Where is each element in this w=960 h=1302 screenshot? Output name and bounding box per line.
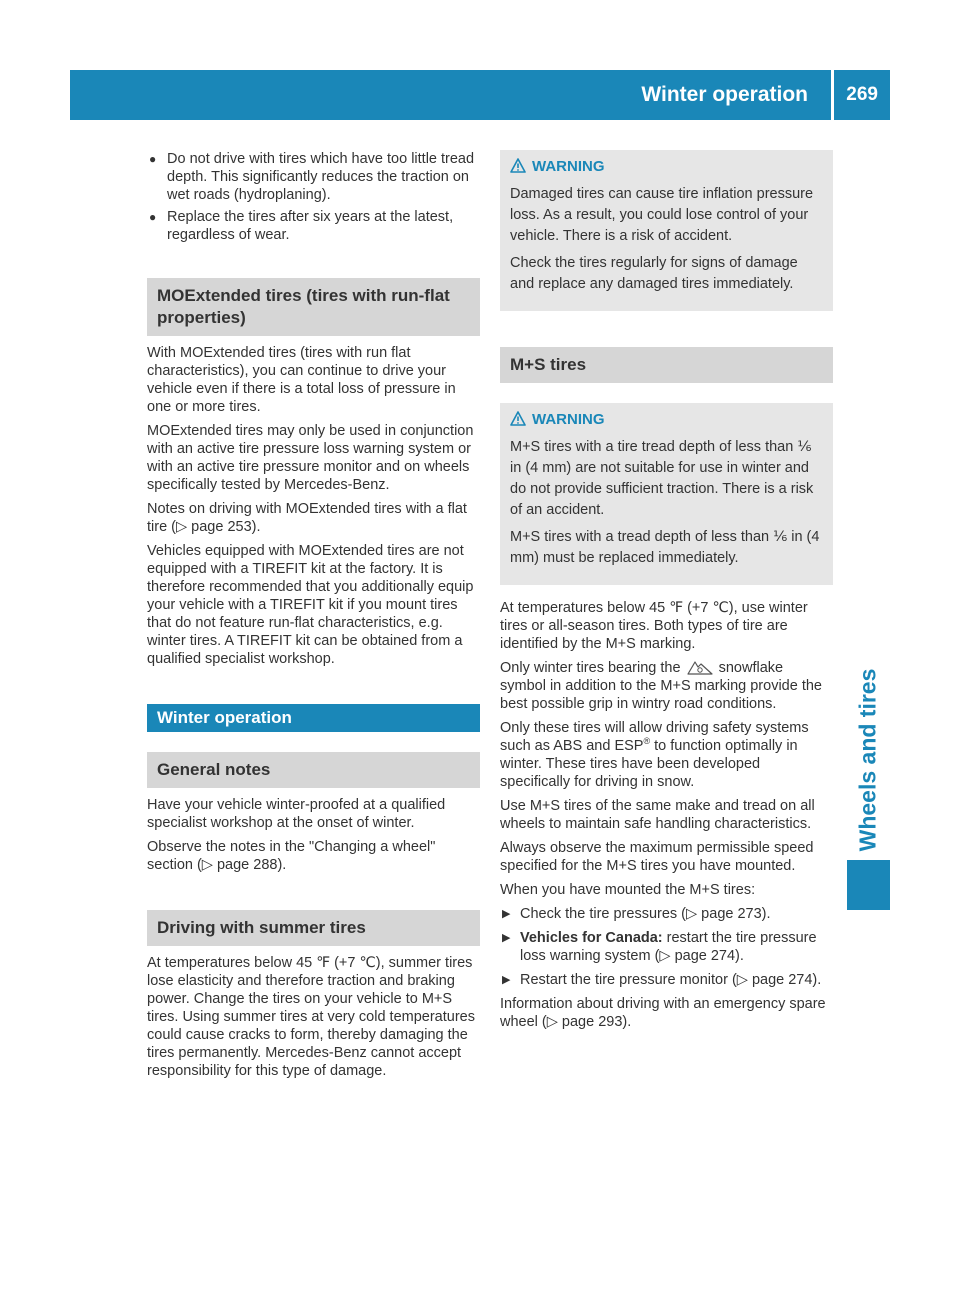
paragraph: Always observe the maximum permissible speed specified for the M+S tires you have mounted. — [500, 840, 814, 874]
warning-box — [500, 403, 833, 585]
list-item: ● Replace the tires after six years at the latest, regardless of wear. — [149, 209, 454, 243]
arrow-right-icon: ▶ — [502, 932, 511, 944]
warning-label: WARNING — [532, 411, 605, 428]
list-item: ● Do not drive with tires which have too little tread depth. This significantly reduces the traction on wet roads (hydroplaning). — [149, 151, 475, 203]
warning-box — [500, 150, 833, 311]
section-title: Winter operation — [641, 83, 808, 106]
arrow-right-icon: ▶ — [502, 974, 511, 986]
paragraph: Use M+S tires of the same make and tread on all wheels to maintain safe handling characteristics. — [500, 798, 815, 832]
bullet-icon: ● — [149, 210, 157, 224]
mountain-snowflake-icon — [685, 659, 715, 675]
chapter-tab-marker — [847, 860, 890, 910]
left-column — [147, 150, 480, 1086]
ms-tires-heading: M+S tires — [500, 347, 833, 383]
list-item: ▶ Restart the tire pressure monitor (▷ page 274). — [502, 972, 822, 988]
paragraph: Vehicles equipped with MOExtended tires are not equipped with a TIREFIT kit at the factory. It is therefore recommended that you additionally equip your vehicle with a TIREFIT kit if you mount tires that do not feature run-flat characteristics, e.g. winter tires. A TIREFIT kit can be obtained from a qualified specialist workshop. — [147, 543, 474, 667]
chapter-tab-label: Wheels and tires — [854, 668, 881, 852]
paragraph: Observe the notes in the "Changing a wheel" section (▷ page 288). — [147, 839, 436, 873]
arrow-right-icon: ▶ — [502, 908, 511, 920]
paragraph: Check the tires regularly for signs of damage and replace any damaged tires immediately. — [510, 255, 798, 292]
paragraph: M+S tires with a tire tread depth of less than ⅙ in (4 mm) are not suitable for use in winter and do not provide sufficient traction. There is a risk of an accident. — [510, 439, 814, 518]
right-column — [500, 150, 833, 1037]
warning-triangle-icon — [510, 411, 526, 426]
summer-tires-heading: Driving with summer tires — [147, 910, 480, 946]
moextended-heading: MOExtended tires (tires with run-flat properties) — [147, 278, 480, 336]
paragraph: M+S tires with a tread depth of less than ⅙ in (4 mm) must be replaced immediately. — [510, 529, 820, 566]
list-item: ▶ Check the tire pressures (▷ page 273). — [502, 906, 771, 922]
paragraph: At temperatures below 45 ℉ (+7 ℃), use winter tires or all-season tires. Both types of tire are identified by the M+S marking. — [500, 600, 808, 652]
paragraph: Only these tires will allow driving safety systems such as ABS and ESP® to function optimally in winter. These tires have been developed specifically for driving in snow. — [500, 720, 809, 790]
paragraph: Notes on driving with MOExtended tires with a flat tire (▷ page 253). — [147, 501, 467, 535]
general-notes-heading: General notes — [147, 752, 480, 788]
header-bar — [70, 70, 890, 120]
paragraph: Information about driving with an emergency spare wheel (▷ page 293). — [500, 996, 826, 1030]
winter-operation-heading: Winter operation — [147, 704, 480, 732]
header-divider — [831, 70, 834, 120]
warning-triangle-icon — [510, 158, 526, 173]
paragraph: MOExtended tires may only be used in conjunction with an active tire pressure loss warning system or with an active tire pressure monitor and on wheels specifically tested by Mercedes-Benz. — [147, 423, 474, 493]
list-item: ▶ Vehicles for Canada: restart the tire pressure loss warning system (▷ page 274). — [502, 930, 817, 964]
paragraph: Have your vehicle winter-proofed at a qualified specialist workshop at the onset of winter. — [147, 797, 446, 831]
paragraph: With MOExtended tires (tires with run flat characteristics), you can continue to drive your vehicle even if there is a total loss of pressure in one or more tires. — [147, 345, 456, 415]
page-number: 269 — [846, 84, 878, 105]
paragraph: Only winter tires bearing the snowflake symbol in addition to the M+S marking provide the best possible grip in wintry road conditions. — [500, 660, 822, 712]
bullet-icon: ● — [149, 152, 157, 166]
warning-label: WARNING — [532, 158, 605, 175]
paragraph: At temperatures below 45 ℉ (+7 ℃), summer tires lose elasticity and therefore traction and braking power. Change the tires on your vehicle to M+S tires. Using summer tires at very cold temperatures could cause cracks to form, thereby damaging the tires permanently. Mercedes-Benz cannot accept responsibility for this type of damage. — [147, 955, 475, 1079]
paragraph: When you have mounted the M+S tires: — [500, 882, 756, 898]
paragraph: Damaged tires can cause tire inflation pressure loss. As a result, you could lose control of your vehicle. There is a risk of accident. — [510, 186, 814, 244]
